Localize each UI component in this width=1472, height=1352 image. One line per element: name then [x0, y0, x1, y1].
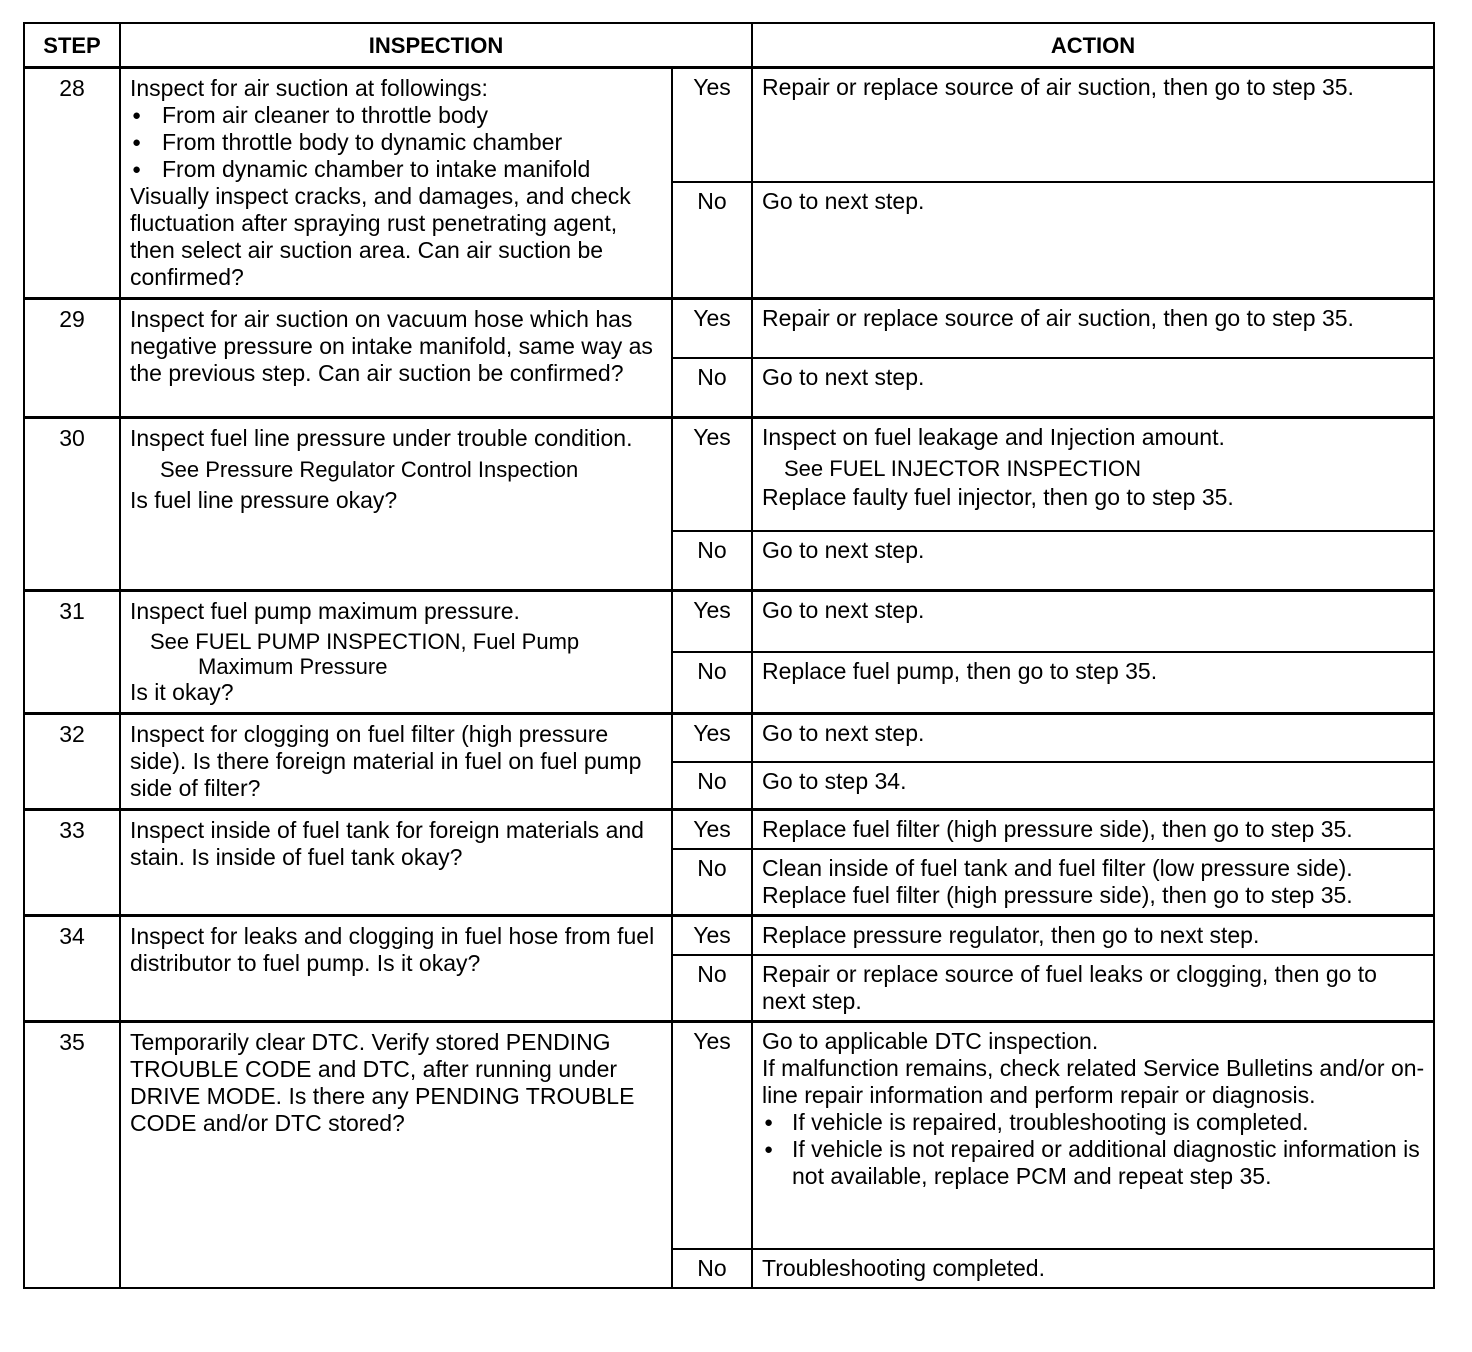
action-text: Go to next step.	[752, 591, 1434, 653]
yes-label: Yes	[672, 810, 752, 850]
no-label: No	[672, 849, 752, 916]
table-row	[24, 916, 1434, 956]
yes-label: Yes	[672, 1022, 752, 1250]
inspection-text: Inspect for clogging on fuel filter (high pressure side). Is there foreign material in fuel on fuel pump side of filter?	[120, 714, 672, 810]
no-label: No	[672, 652, 752, 714]
inspection-text: Inspect for air suction on vacuum hose which has negative pressure on intake manifold, same way as the previous step. Can air suction be confirmed?	[120, 299, 672, 418]
no-label: No	[672, 531, 752, 591]
yes-label: Yes	[672, 714, 752, 762]
table-row	[24, 714, 1434, 762]
inspection-text: Inspect inside of fuel tank for foreign materials and stain. Is inside of fuel tank okay?	[120, 810, 672, 916]
header-action: ACTION	[752, 23, 1434, 68]
inspection-text: Inspect for leaks and clogging in fuel hose from fuel distributor to fuel pump. Is it okay?	[120, 916, 672, 1022]
yes-label: Yes	[672, 916, 752, 956]
inspection-bullet: ● From dynamic chamber to intake manifold	[130, 156, 663, 183]
no-label: No	[672, 182, 752, 298]
action-cell	[752, 418, 1434, 532]
action-text: Go to next step.	[752, 531, 1434, 591]
action-text: Go to step 34.	[752, 762, 1434, 810]
inspection-reference: Maximum Pressure	[198, 654, 388, 679]
action-text: Replace faulty fuel injector, then go to step 35.	[762, 484, 1234, 510]
table-row	[24, 299, 1434, 359]
step-number: 31	[24, 591, 120, 714]
inspection-intro: Inspect fuel pump maximum pressure.	[130, 598, 520, 624]
inspection-intro: Inspect for air suction at followings:	[130, 75, 488, 101]
action-text: Clean inside of fuel tank and fuel filter (low pressure side).	[762, 855, 1353, 881]
action-text: Go to next step.	[752, 714, 1434, 762]
yes-label: Yes	[672, 591, 752, 653]
no-label: No	[672, 955, 752, 1022]
inspection-cell	[120, 68, 672, 299]
inspection-question: Is fuel line pressure okay?	[130, 487, 398, 513]
inspection-text: Temporarily clear DTC. Verify stored PENDING TROUBLE CODE and DTC, after running under DRIVE MODE. Is there any PENDING TROUBLE CODE and/or DTC stored?	[120, 1022, 672, 1289]
action-cell	[752, 849, 1434, 916]
step-number: 33	[24, 810, 120, 916]
yes-label: Yes	[672, 68, 752, 183]
action-text: Replace fuel filter (high pressure side), then go to step 35.	[762, 882, 1353, 908]
yes-label: Yes	[672, 418, 752, 532]
header-inspection: INSPECTION	[120, 23, 752, 68]
inspection-bullet: ● From throttle body to dynamic chamber	[130, 129, 663, 156]
action-text: Repair or replace source of fuel leaks or clogging, then go to next step.	[752, 955, 1434, 1022]
table-row	[24, 810, 1434, 850]
action-text: Repair or replace source of air suction, then go to step 35.	[752, 68, 1434, 183]
step-number: 29	[24, 299, 120, 418]
action-bullet: ● If vehicle is not repaired or additional diagnostic information is not available, replace PCM and repeat step 35.	[762, 1136, 1425, 1190]
yes-label: Yes	[672, 299, 752, 359]
no-label: No	[672, 1249, 752, 1288]
table-row	[24, 1022, 1434, 1250]
step-number: 35	[24, 1022, 120, 1289]
inspection-cell	[120, 591, 672, 714]
header-step: STEP	[24, 23, 120, 68]
step-number: 32	[24, 714, 120, 810]
action-text: Go to next step.	[752, 358, 1434, 418]
action-cell	[752, 1022, 1434, 1250]
inspection-intro: Inspect fuel line pressure under trouble condition.	[130, 425, 633, 451]
step-number: 28	[24, 68, 120, 299]
action-text: Go to applicable DTC inspection.	[762, 1028, 1099, 1054]
action-text: Replace fuel filter (high pressure side), then go to step 35.	[752, 810, 1434, 850]
action-text: If malfunction remains, check related Service Bulletins and/or on-line repair information and perform repair or diagnosis.	[762, 1055, 1425, 1108]
troubleshooting-table	[23, 22, 1435, 1289]
action-text: Replace fuel pump, then go to step 35.	[752, 652, 1434, 714]
diagnostic-procedure-sheet	[23, 22, 1433, 1289]
table-header	[24, 23, 1434, 68]
action-text: Inspect on fuel leakage and Injection amount.	[762, 424, 1225, 450]
inspection-cell	[120, 418, 672, 591]
inspection-reference: See FUEL PUMP INSPECTION, Fuel Pump	[150, 629, 580, 654]
action-text: Go to next step.	[752, 182, 1434, 298]
step-number: 30	[24, 418, 120, 591]
step-number: 34	[24, 916, 120, 1022]
table-row	[24, 68, 1434, 183]
action-text: Repair or replace source of air suction, then go to step 35.	[752, 299, 1434, 359]
inspection-question: Is it okay?	[130, 679, 234, 705]
table-row	[24, 591, 1434, 653]
action-text: Replace pressure regulator, then go to next step.	[752, 916, 1434, 956]
no-label: No	[672, 358, 752, 418]
inspection-reference: See Pressure Regulator Control Inspection	[160, 457, 579, 482]
inspection-text: Visually inspect cracks, and damages, and check fluctuation after spraying rust penetrating agent, then select air suction area. Can air suction be confirmed?	[130, 183, 631, 290]
no-label: No	[672, 762, 752, 810]
inspection-bullet: ● From air cleaner to throttle body	[130, 102, 663, 129]
action-text: Troubleshooting completed.	[752, 1249, 1434, 1288]
action-bullet: ● If vehicle is repaired, troubleshooting is completed.	[762, 1109, 1425, 1136]
action-reference: See FUEL INJECTOR INSPECTION	[784, 456, 1141, 481]
table-row	[24, 418, 1434, 532]
